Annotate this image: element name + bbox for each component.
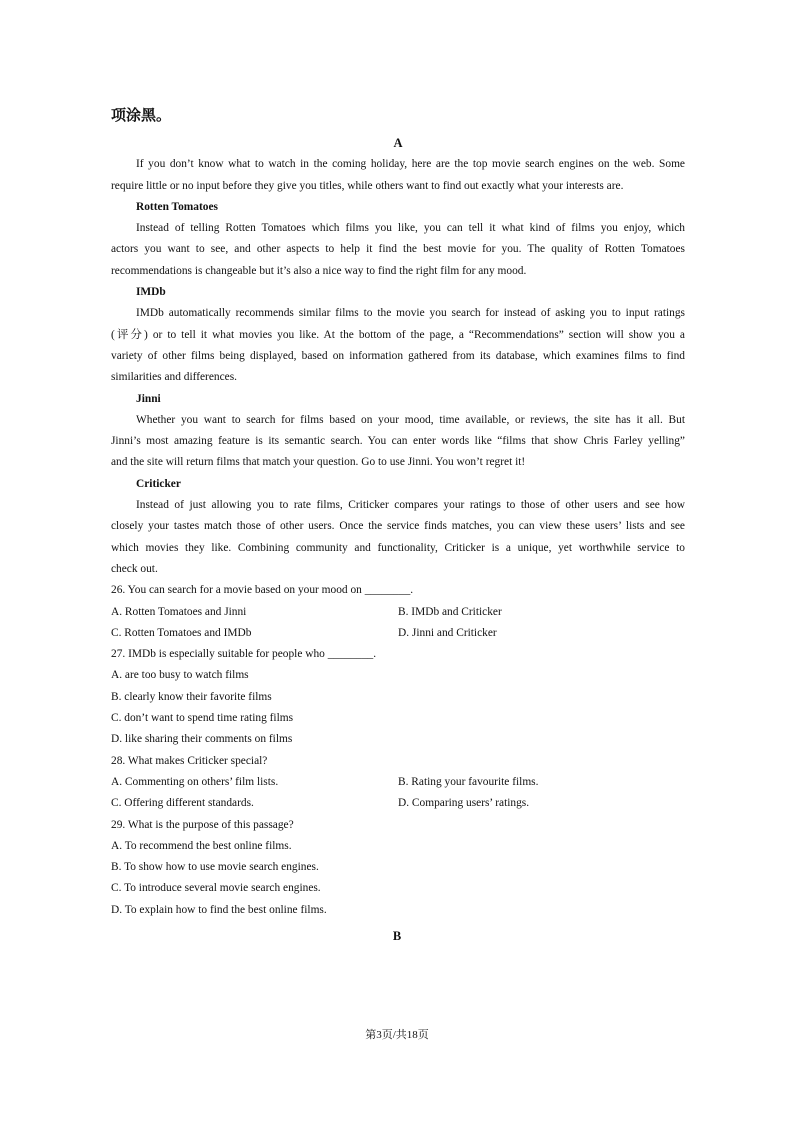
option-a: A. are too busy to watch films [111, 669, 249, 682]
paragraph-line: Instead of telling Rotten Tomatoes which films you like, you can tell it what kind of films you enjoy, which [136, 222, 685, 235]
section-heading: IMDb [136, 286, 166, 299]
question-stem: 29. What is the purpose of this passage? [111, 818, 294, 831]
paragraph-line: require little or no input before they give you titles, while others want to find out exactly what your interests are. [111, 179, 624, 192]
option-b: B. Rating your favourite films. [398, 775, 539, 788]
page-number: 第3页/共18页 [365, 1029, 429, 1041]
paragraph-line: and the site will return films that match your question. Go to use Jinni. You won’t regret it! [111, 456, 526, 469]
option-c: C. To introduce several movie search engines. [111, 882, 321, 895]
section-a [111, 133, 685, 921]
option-c: C. don’t want to spend time rating films [111, 712, 294, 725]
paragraph-line: Jinni’s most amazing feature is its semantic search. You can enter words like “films that show Chris Farley yelling” [111, 435, 685, 448]
section-a-title: A [393, 136, 403, 150]
section-rotten-tomatoes [111, 197, 685, 282]
option-d: D. Comparing users’ ratings. [398, 797, 530, 810]
section-heading: Rotten Tomatoes [136, 200, 218, 213]
question-stem: 28. What makes Criticker special? [111, 754, 268, 767]
option-a: A. To recommend the best online films. [111, 839, 292, 852]
question-26 [111, 580, 685, 644]
paragraph-line: Instead of just allowing you to rate films, Criticker compares your ratings to those of other users and see how [136, 499, 685, 512]
option-c: C. Offering different standards. [111, 797, 254, 810]
paragraph-line: (评分) or to tell it what movies you like. At the bottom of the page, a “Recommendations” section will show you a [111, 328, 685, 341]
option-d: D. like sharing their comments on films [111, 733, 293, 746]
question-28 [111, 751, 685, 815]
option-b: B. To show how to use movie search engines. [111, 861, 319, 874]
section-criticker [111, 474, 685, 580]
header-text: 项涂黑。 [111, 106, 172, 124]
option-a: A. Commenting on others’ film lists. [111, 775, 279, 788]
paragraph-line: similarities and differences. [111, 371, 237, 384]
option-d: D. Jinni and Criticker [398, 626, 497, 639]
section-heading: Criticker [136, 477, 181, 490]
paragraph-line: variety of other films being displayed, based on information gathered from its database, which examines films to find [111, 349, 685, 362]
paragraph-line: recommendations is changeable but it’s also a nice way to find the right film for any mood. [111, 264, 527, 277]
paragraph-line: which movies they like. Combining community and functionality, Criticker is a unique, yet worthwhile service to [111, 541, 685, 554]
option-c: C. Rotten Tomatoes and IMDb [111, 626, 252, 639]
section-b-title: B [392, 929, 402, 943]
paragraph-line: If you don’t know what to watch in the coming holiday, here are the top movie search engines on the web. Some [136, 158, 685, 171]
option-b: B. clearly know their favorite films [111, 690, 272, 703]
paragraph-line: IMDb automatically recommends similar films to the movie you search for instead of asking you to input ratings [136, 307, 685, 320]
section-heading: Jinni [136, 392, 161, 405]
paragraph-line: actors you want to see, and other aspects to help it find the best movie for you. The quality of Rotten Tomatoes [111, 243, 685, 256]
option-d: D. To explain how to find the best online films. [111, 903, 327, 916]
question-29 [111, 815, 685, 921]
option-a: A. Rotten Tomatoes and Jinni [111, 605, 247, 618]
paragraph-line: Whether you want to search for films based on your mood, time available, or reviews, the site has it all. But [136, 413, 685, 426]
section-imdb [111, 282, 685, 388]
paragraph-line: closely your tastes match those of other users. Once the service finds matches, you can view these users’ lists and see [111, 520, 685, 533]
option-b: B. IMDb and Criticker [398, 605, 502, 618]
section-jinni [111, 389, 685, 474]
question-stem: 26. You can search for a movie based on your mood on ________. [111, 584, 414, 597]
question-27 [111, 644, 685, 750]
intro-paragraph [111, 154, 685, 197]
paragraph-line: check out. [111, 562, 158, 575]
question-stem: 27. IMDb is especially suitable for people who ________. [111, 648, 377, 661]
